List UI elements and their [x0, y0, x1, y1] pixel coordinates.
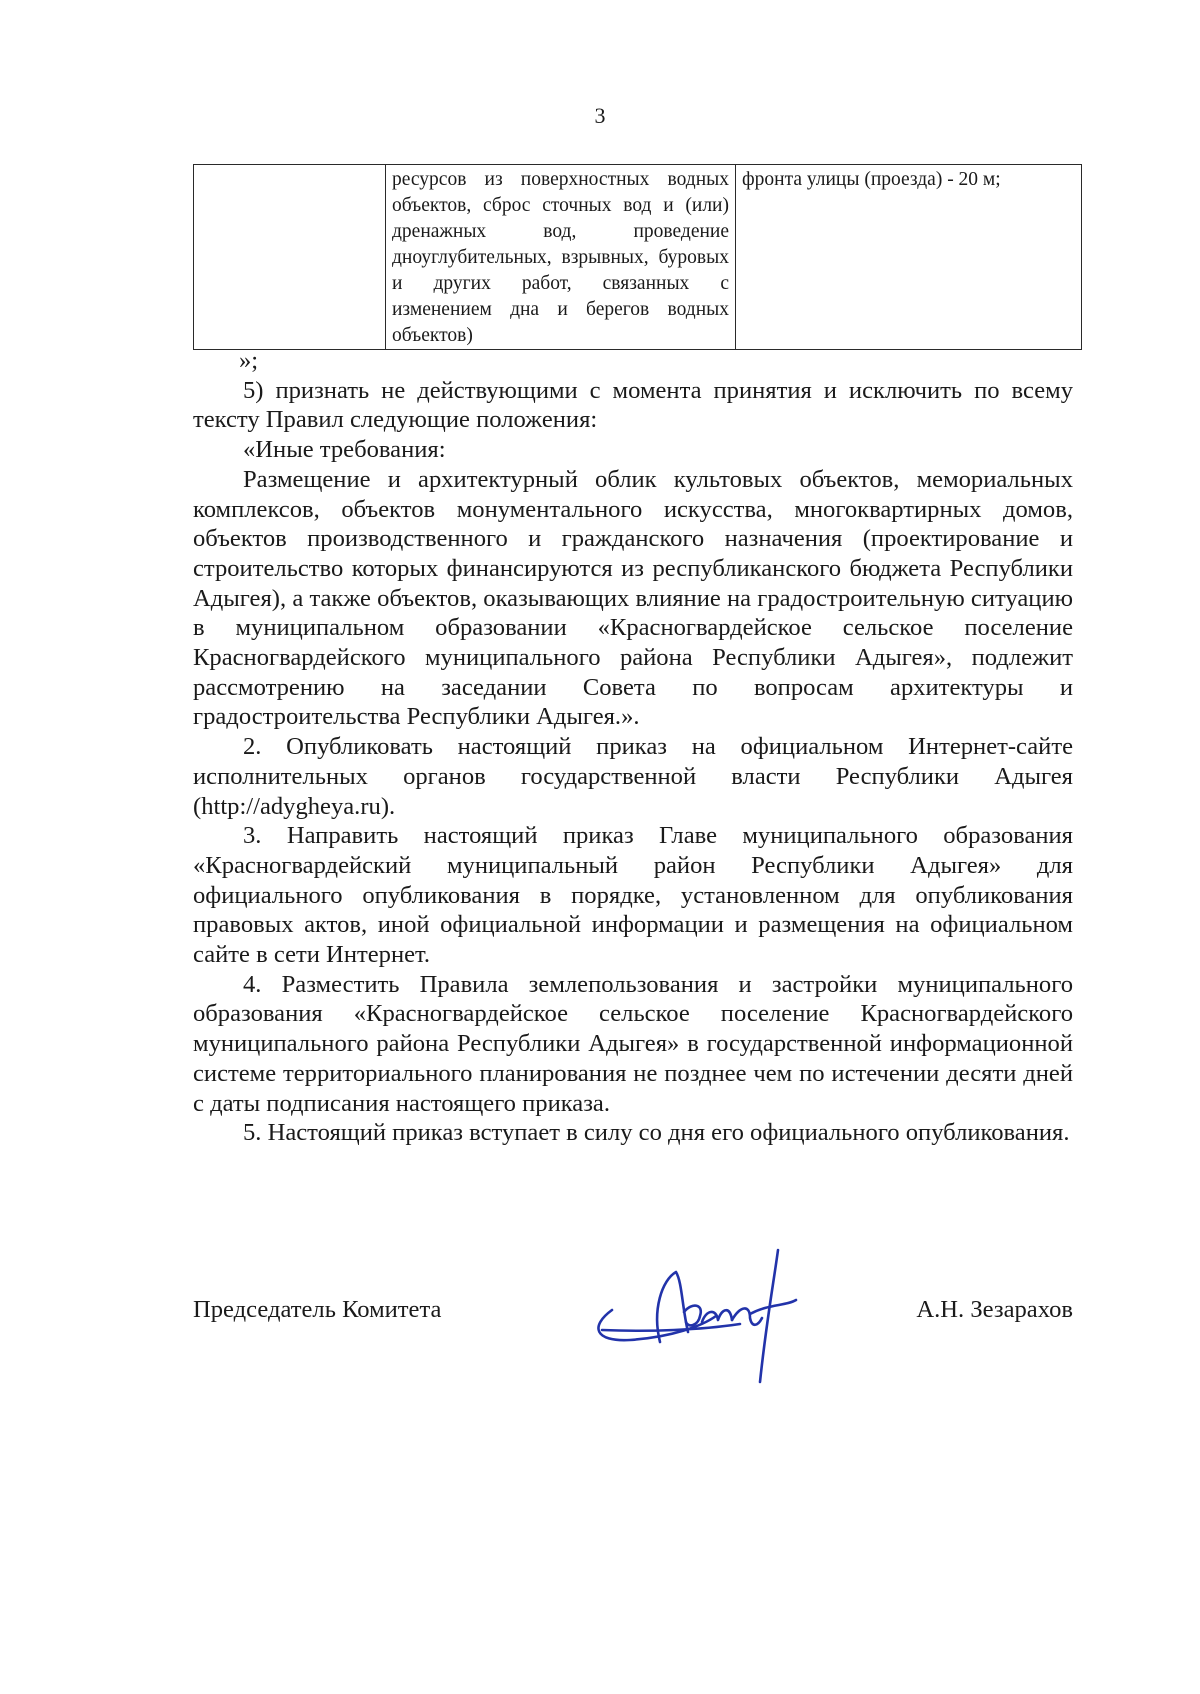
paragraph-other-requirements-heading: «Иные требования:	[243, 436, 446, 464]
signature-strokes	[598, 1250, 796, 1382]
handwritten-signature	[590, 1240, 820, 1390]
paragraph-send-order: 3. Направить настоящий приказ Главе муниципального образования «Красногвардейский муниципальный район Республики Адыгея» для официального опубликования в порядке, установленном для опубликования правовых актов, иной официальной информации и размещения на официальном сайте в сети Интернет.	[193, 822, 1073, 969]
continuation-table-wrapper	[193, 164, 1081, 350]
paragraph-publish-order: 2. Опубликовать настоящий приказ на официальном Интернет-сайте исполнительных органов государственной власти Республики Адыгея (http://adygheya.ru).	[193, 733, 1073, 820]
signatory-position: Председатель Комитета	[193, 1296, 442, 1323]
page-number: 3	[594, 103, 606, 128]
closing-quote: »;	[239, 347, 259, 374]
table-cell-col1	[194, 165, 386, 350]
paragraph-placement-requirements: Размещение и архитектурный облик культовых объектов, мемориальных комплексов, объектов монументального искусства, многоквартирных домов, объектов производственного и гражданского назначения (проектирование и строительство которых финансируются из республиканского бюджета Республики Адыгея), а также объектов, оказывающих влияние на градостроительную ситуацию в муниципальном образовании «Красногвардейское сельское поселение Красногвардейского муниципального района Республики Адыгея», подлежит рассмотрению на заседании Совета по вопросам архитектуры и градостроительства Республики Адыгея.».	[193, 465, 1073, 731]
table-cell-col3: фронта улицы (проезда) - 20 м;	[736, 165, 1082, 350]
document-body	[193, 346, 1073, 1148]
paragraph-place-rules: 4. Разместить Правила землепользования и застройки муниципального образования «Красногвардейское сельское поселение Красногвардейского муниципального района Республики Адыгея» в государственной информационной системе территориального планирования не позднее чем по истечении десяти дней с даты подписания настоящего приказа.	[193, 970, 1073, 1117]
paragraph-effective-date: 5. Настоящий приказ вступает в силу со дня его официального опубликования.	[243, 1119, 1070, 1147]
table-cell-col2: ресурсов из поверхностных водных объектов, сброс сточных вод и (или) дренажных вод, проведение дноуглубительных, взрывных, буровых и других работ, связанных с изменением дна и берегов водных объектов)	[386, 165, 736, 350]
table-row	[194, 165, 1082, 350]
signatory-name: А.Н. Зезарахов	[916, 1296, 1073, 1323]
paragraph-item-5: 5) признать не действующими с момента принятия и исключить по всему тексту Правил следующие положения:	[193, 376, 1073, 434]
continuation-table	[193, 164, 1082, 350]
